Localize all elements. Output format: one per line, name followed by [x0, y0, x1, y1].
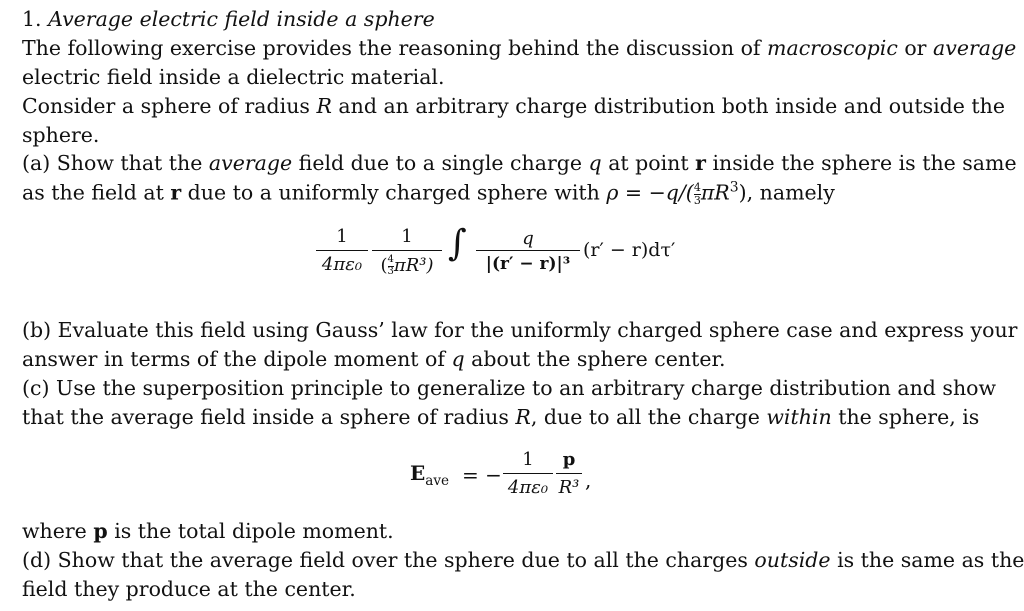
eq2-num2: p: [562, 449, 576, 470]
eq2-bar1: [503, 473, 553, 474]
eq2-sub: ave: [425, 473, 450, 489]
position-vector-2: r: [170, 180, 182, 205]
eq2-num1: 1: [522, 449, 534, 470]
eq1-bar2: [372, 250, 442, 251]
eq1-num2: 1: [401, 226, 413, 247]
part-d-emph-outside: outside: [754, 548, 831, 572]
part-b-text: answer in terms of the dipole moment of: [22, 347, 452, 371]
small-frac-num: 4: [693, 181, 701, 194]
intro-line-2: electric field inside a dielectric material.: [22, 65, 445, 89]
part-a-text-4: inside the sphere is the same: [705, 151, 1017, 175]
density-expr: ρ = −q/(: [606, 180, 694, 205]
consider-text-rest: and an arbitrary charge distribution both inside and outside the: [331, 94, 1006, 118]
eq1-small-num: 4: [387, 254, 394, 265]
problem-title-line: [22, 9, 435, 30]
part-c-text: that the average field inside a sphere of radius: [22, 405, 516, 429]
part-a2-text: as the field at: [22, 180, 171, 205]
intro-emph-average: average: [933, 36, 1017, 60]
part-a-emph-average: average: [208, 151, 293, 175]
part-d-text: (d) Show that the average field over the sphere due to all the charges: [22, 548, 755, 572]
integral-sign: ∫: [448, 223, 467, 264]
intro-line-1: [22, 38, 1016, 59]
consider-line-2: sphere.: [22, 123, 100, 147]
radius-symbol-2: R: [515, 405, 531, 429]
eq1-den3: |(r′ − r)|³: [485, 254, 571, 274]
radius-symbol: R: [316, 94, 332, 118]
eq1-den1: 4πε₀: [321, 254, 363, 275]
position-vector: r: [695, 151, 706, 175]
part-c-text-2: , due to all the charge: [530, 405, 767, 429]
where-text: where: [22, 519, 94, 543]
eq1-den2-rest: πR³): [393, 255, 434, 276]
eq1-den2: [372, 255, 442, 277]
eq1-den2-paren: (: [380, 255, 388, 276]
eq1-num3: q: [522, 228, 534, 249]
part-b-line-2: [22, 349, 726, 370]
problem-number: 1.: [22, 7, 42, 31]
eq2-den2: R³: [558, 477, 580, 498]
eq2-comma: ,: [585, 468, 592, 492]
part-b-text-2: about the sphere center.: [464, 347, 726, 371]
eq1-small-den: 3: [387, 265, 394, 277]
part-d-line-1: [22, 550, 1024, 571]
intro-emph-macroscopic: macroscopic: [767, 36, 898, 60]
eq1-bar3: [476, 250, 580, 251]
intro-text-or: or: [897, 36, 934, 60]
small-frac-den: 3: [693, 193, 701, 207]
eq2-lhs: [410, 461, 450, 489]
intro-text: The following exercise provides the reasoning behind the discussion of: [22, 36, 768, 60]
part-a2-text-3: ), namely: [738, 180, 835, 205]
part-c-text-3: the sphere, is: [831, 405, 980, 429]
eq2-e: E: [410, 461, 426, 485]
part-a-line-2: [22, 179, 835, 207]
eq2-equals: = −: [462, 463, 502, 487]
charge-symbol: q: [588, 151, 602, 175]
eq1-tail: (r′ − r)dτ′: [583, 239, 676, 261]
part-a-text-2: field due to a single charge: [292, 151, 589, 175]
consider-line-1: [22, 96, 1005, 117]
part-a-text-3: at point: [601, 151, 696, 175]
eq2-bar2: [556, 473, 582, 474]
part-b-line-1: (b) Evaluate this field using Gauss’ law for the uniformly charged sphere case and express your: [22, 318, 1018, 342]
part-c-line-2: [22, 407, 979, 428]
eq1-bar1: [316, 250, 368, 251]
part-a-line-1: [22, 153, 1017, 174]
dipole-symbol: p: [93, 519, 108, 543]
part-c-line-1: (c) Use the superposition principle to generalize to an arbitrary charge distribution and show: [22, 376, 997, 400]
part-a2-text-2: due to a uniformly charged sphere with: [181, 180, 607, 205]
problem-title: Average electric field inside a sphere: [48, 7, 435, 31]
where-line: [22, 521, 394, 542]
small-fraction: [694, 182, 701, 206]
consider-text: Consider a sphere of radius: [22, 94, 317, 118]
density-expr-2: πR: [700, 180, 730, 205]
part-c-emph-within: within: [766, 405, 832, 429]
eq1-num1: 1: [336, 226, 348, 247]
charge-symbol-2: q: [451, 347, 465, 371]
eq2-den1: 4πε₀: [507, 477, 549, 498]
part-d-line-2: field they produce at the center.: [22, 577, 356, 601]
part-a-text: (a) Show that the: [22, 151, 209, 175]
part-d-text-2: is the same as the: [830, 548, 1024, 572]
density-exp: 3: [729, 179, 739, 196]
where-text-2: is the total dipole moment.: [107, 519, 394, 543]
